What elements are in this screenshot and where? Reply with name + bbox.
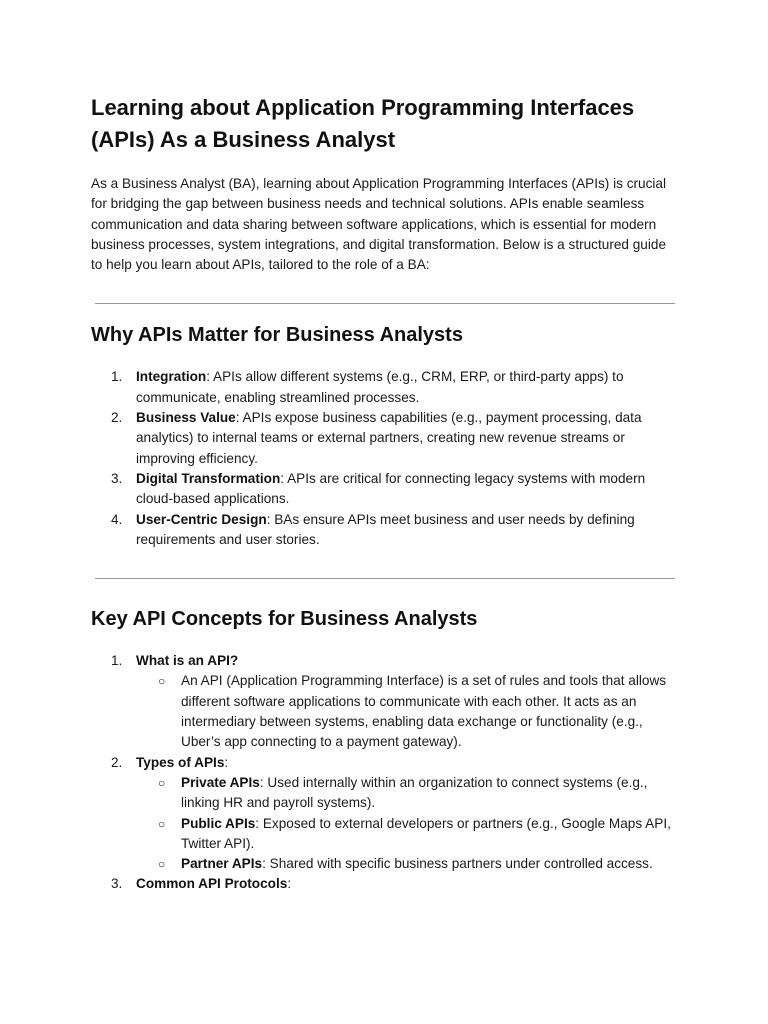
sub-list-term: Private APIs [181, 774, 260, 790]
list-text: : [287, 876, 292, 892]
sub-list-text: : Shared with specific business partners under controlled access. [262, 856, 653, 872]
list-text: : BAs ensure APIs meet business and user needs by defining requirements and user stories. [136, 511, 635, 547]
why-apis-list [91, 367, 681, 550]
list-number: 2. [111, 754, 123, 770]
list-number: 1. [111, 369, 123, 385]
list-number: 1. [111, 653, 123, 669]
intro-paragraph: As a Business Analyst (BA), learning about Application Programming Interfaces (APIs) is crucial for bridging the gap between business needs and technical solutions. APIs enable seamless communication and data sharing between software applications, which is essential for modern business processes, system integrations, and digital transformation. Below is a structured guide to help you learn about APIs, tailored to the role of a BA: [91, 176, 666, 273]
list-term: Integration [136, 369, 207, 385]
key-concepts-list [91, 651, 681, 895]
list-item [91, 753, 681, 875]
sub-list-item [136, 814, 681, 855]
list-item [91, 408, 681, 469]
sub-list-text: An API (Application Programming Interface) is a set of rules and tools that allows different software applications to communicate with each other. It acts as an intermediary between systems, enabling data exchange or functionality (e.g., Uber’s app connecting to a payment gateway). [181, 673, 667, 750]
list-term: Common API Protocols [136, 876, 288, 892]
list-term: Business Value [136, 410, 236, 426]
sub-list-item [136, 854, 681, 874]
sub-list-item [136, 671, 681, 752]
list-term: Digital Transformation [136, 470, 281, 486]
list-text: : APIs allow different systems (e.g., CRM, ERP, or third-party apps) to communicate, enabling streamlined processes. [136, 369, 624, 405]
list-number: 3. [111, 876, 123, 892]
bullet-circle-icon: ○ [158, 775, 166, 790]
bullet-circle-icon: ○ [158, 674, 166, 689]
section-divider [95, 578, 675, 579]
sub-list [136, 773, 681, 874]
sub-list-term: Partner APIs [181, 856, 263, 872]
sub-list-term: Public APIs [181, 815, 256, 831]
list-item [91, 367, 681, 408]
list-item [91, 651, 681, 752]
section-divider [95, 303, 675, 304]
sub-list-item [136, 773, 681, 814]
list-number: 4. [111, 511, 123, 527]
list-text: : APIs expose business capabilities (e.g., payment processing, data analytics) to internal teams or external partners, creating new revenue streams or improving efficiency. [136, 410, 642, 466]
document-title: Learning about Application Programming Interfaces (APIs) As a Business Analyst [91, 95, 635, 152]
list-number: 2. [111, 410, 123, 426]
sub-list-text: : Exposed to external developers or partners (e.g., Google Maps API, Twitter API). [181, 815, 671, 851]
list-item [91, 469, 681, 510]
list-term: What is an API? [136, 653, 239, 669]
section-heading-key-concepts: Key API Concepts for Business Analysts [91, 608, 478, 631]
list-text: : [224, 754, 229, 770]
list-text: : APIs are critical for connecting legacy systems with modern cloud-based applications. [136, 470, 646, 507]
list-term: Types of APIs [136, 754, 225, 770]
list-item [91, 874, 681, 894]
sub-list [136, 671, 681, 752]
document-content [91, 92, 681, 895]
bullet-circle-icon: ○ [158, 857, 166, 872]
sub-list-text: : Used internally within an organization to connect systems (e.g., linking HR and payroll systems). [181, 774, 648, 811]
list-number: 3. [111, 470, 123, 486]
list-term: User-Centric Design [136, 511, 267, 527]
section-heading-why-apis: Why APIs Matter for Business Analysts [91, 324, 463, 347]
bullet-circle-icon: ○ [158, 816, 166, 831]
list-item [91, 510, 681, 551]
